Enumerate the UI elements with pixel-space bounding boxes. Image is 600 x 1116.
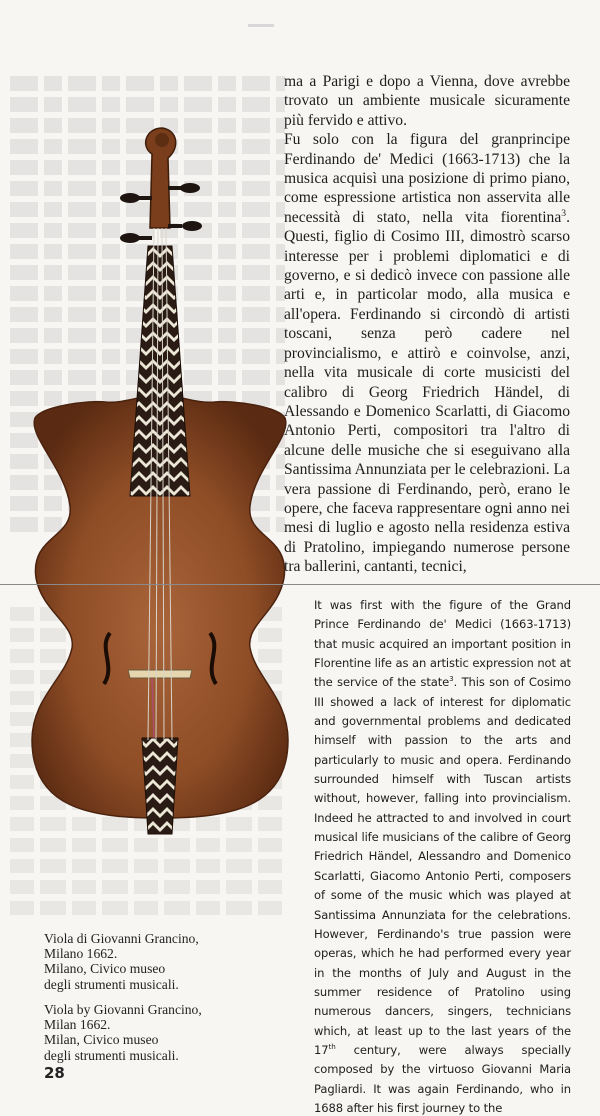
caption-en-line-4: degli strumenti musicali. — [44, 1047, 179, 1063]
english-paragraph — [314, 596, 571, 1116]
footnote-ref-en: 3 — [449, 674, 454, 684]
caption-it-line-3: Milano, Civico museo — [44, 961, 166, 977]
viola-illustration — [20, 118, 295, 888]
italian-p2-before: Fu solo con la figura del granprincipe Ferdinando de' Medici (1663-1713) che la musica acquisì una posizione di primo piano, come espressione artistica non asservita alle necessità di stato, nella vita fiorentina — [284, 131, 570, 226]
top-mark — [248, 24, 274, 27]
caption-it-line-1: Viola di Giovanni Grancino, — [44, 931, 199, 946]
caption-it-line-2: Milano 1662. — [44, 946, 118, 962]
footnote-ref: 3 — [561, 207, 567, 219]
english-part-1: It was first with the figure of the Grand Prince Ferdinando de' Medici (1663-1713) that music acquired an important position in Florentine life as an artistic expression not at the service of the state — [314, 598, 571, 690]
english-body-text — [314, 596, 571, 1116]
italian-paragraph-2 — [284, 130, 570, 576]
caption-en-line-1: Viola by Giovanni Grancino, — [44, 1002, 202, 1017]
page-number: 28 — [44, 1064, 65, 1082]
english-part-2: . This son of Cosimo III showed a lack of interest for diplomatic and governmental problems and dedicated himself with passion to the arts and particularly to music and opera. Ferdinando surrounded himself with Tuscan artists without, however, falling into provincialism. Indeed he attracted to and involved in court musical life musicians of the calibre of Georg Friedrich Händel, Alessandro and Domenico Scarlatti, Giacomo Antonio Perti, composers of some of the music which was played at Santissima Annunziata for the celebrations. However, Ferdinando's true passion were operas, which he had performed every year in the months of July and August in the summer residence of Pratolino using numerous dancers, singers, technicians which, at least up to the last years of the 17 — [314, 675, 571, 1057]
caption-italian — [44, 931, 274, 992]
caption-en-line-2: Milan 1662. — [44, 1017, 111, 1033]
caption-en-line-3: Milan, Civico museo — [44, 1032, 159, 1048]
italian-paragraph-1: ma a Parigi e dopo a Vienna, dove avrebbe trovato un ambiente musicale sicuramente più fervido e attivo. — [284, 73, 570, 129]
caption-english — [44, 1002, 274, 1063]
italian-body-text — [284, 72, 570, 577]
century-suffix: th — [328, 1042, 336, 1052]
english-part-3: century, were always specially composed by the virtuoso Giovanni Maria Pagliardi. It was again Ferdinando, who in 1688 after his first journey to the — [314, 1042, 571, 1115]
italian-p2-after: . Questi, figlio di Cosimo III, dimostrò scarso interesse per i problemi diplomatici e di governo, e si dedicò invece con passione alle arti e, in particolar modo, alla musica e all'opera. Ferdinando si circondò di artisti toscani, senza però cadere nel provincialismo, e attirò e coinvolse, anzi, nella vita musicale di corte musicisti del calibro di Georg Friedrich Händel, di Alessando e Domenico Scarlatti, di Giacomo Antonio Perti, compositori tra l'altro di alcune delle musiche che si eseguivano alla Santissima Annunziata per le celebrazioni. La vera passione di Ferdinando, però, erano le opere, che faceva rappresentare ogni anno nei mesi di luglio e agosto nella residenza estiva di Pratolino, impiegando numerose persone tra ballerini, cantanti, tecnici, — [284, 208, 570, 576]
section-divider — [0, 584, 600, 585]
caption-it-line-4: degli strumenti musicali. — [44, 976, 179, 992]
